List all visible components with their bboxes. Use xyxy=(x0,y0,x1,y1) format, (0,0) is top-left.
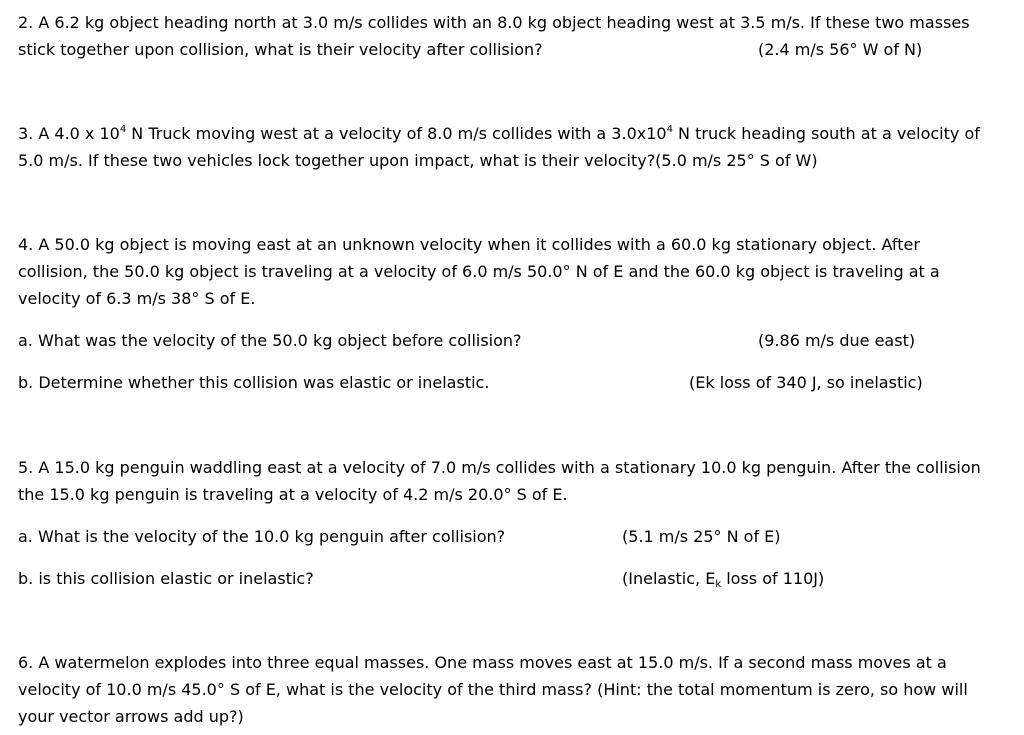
q6-line-2: velocity of 10.0 m/s 45.0° S of E, what is the velocity of the third mass? (Hint: the total momentum is zero, so how will xyxy=(18,680,968,699)
q5-answer-a: (5.1 m/s 25° N of E) xyxy=(622,527,781,546)
q4-part-b: b. Determine whether this collision was elastic or inelastic. xyxy=(18,373,490,392)
q3-exponent-2: 4 xyxy=(666,124,673,135)
q3-line-1-part-b: N Truck moving west at a velocity of 8.0 m/s collides with a 3.0x10 xyxy=(126,124,667,143)
q5-answer-b-post: loss of 110J) xyxy=(721,569,825,588)
q3-line-1-part-c: N truck heading south at a velocity of xyxy=(672,124,980,143)
q4-line-2: collision, the 50.0 kg object is traveling at a velocity of 6.0 m/s 50.0° N of E and the 60.0 kg object is traveling at a xyxy=(18,262,940,281)
q3-line-2: 5.0 m/s. If these two vehicles lock together upon impact, what is their velocity?(5.0 m/s 25° S of W) xyxy=(18,151,818,170)
q4-line-1: 4. A 50.0 kg object is moving east at an unknown velocity when it collides with a 60.0 kg stationary object. After xyxy=(18,235,920,254)
q2-answer: (2.4 m/s 56° W of N) xyxy=(758,40,923,59)
q5-answer-b xyxy=(622,569,824,589)
q5-answer-b-subscript: k xyxy=(715,579,722,590)
q5-part-a: a. What is the velocity of the 10.0 kg penguin after collision? xyxy=(18,527,506,546)
q3-line-1-part-a: 3. A 4.0 x 10 xyxy=(18,124,120,143)
q2-line-2: stick together upon collision, what is their velocity after collision? xyxy=(18,40,543,59)
q4-answer-b: (Ek loss of 340 J, so inelastic) xyxy=(689,373,923,392)
q6-line-3: your vector arrows add up?) xyxy=(18,707,244,726)
q5-part-b: b. is this collision elastic or inelastic? xyxy=(18,569,314,588)
q2-line-1: 2. A 6.2 kg object heading north at 3.0 m/s collides with an 8.0 kg object heading west at 3.5 m/s. If these two masses xyxy=(18,13,970,32)
q5-answer-b-pre: (Inelastic, E xyxy=(622,569,716,588)
q3-exponent-1: 4 xyxy=(119,124,127,135)
q3-line-1 xyxy=(18,124,980,144)
q4-line-3: velocity of 6.3 m/s 38° S of E. xyxy=(18,289,256,308)
q4-part-a: a. What was the velocity of the 50.0 kg object before collision? xyxy=(18,331,522,350)
q4-answer-a: (9.86 m/s due east) xyxy=(758,331,916,350)
q6-line-1: 6. A watermelon explodes into three equal masses. One mass moves east at 15.0 m/s. If a second mass moves at a xyxy=(18,653,947,672)
q5-line-1: 5. A 15.0 kg penguin waddling east at a velocity of 7.0 m/s collides with a stationary 10.0 kg penguin. After the collision xyxy=(18,458,981,477)
q5-line-2: the 15.0 kg penguin is traveling at a velocity of 4.2 m/s 20.0° S of E. xyxy=(18,485,568,504)
